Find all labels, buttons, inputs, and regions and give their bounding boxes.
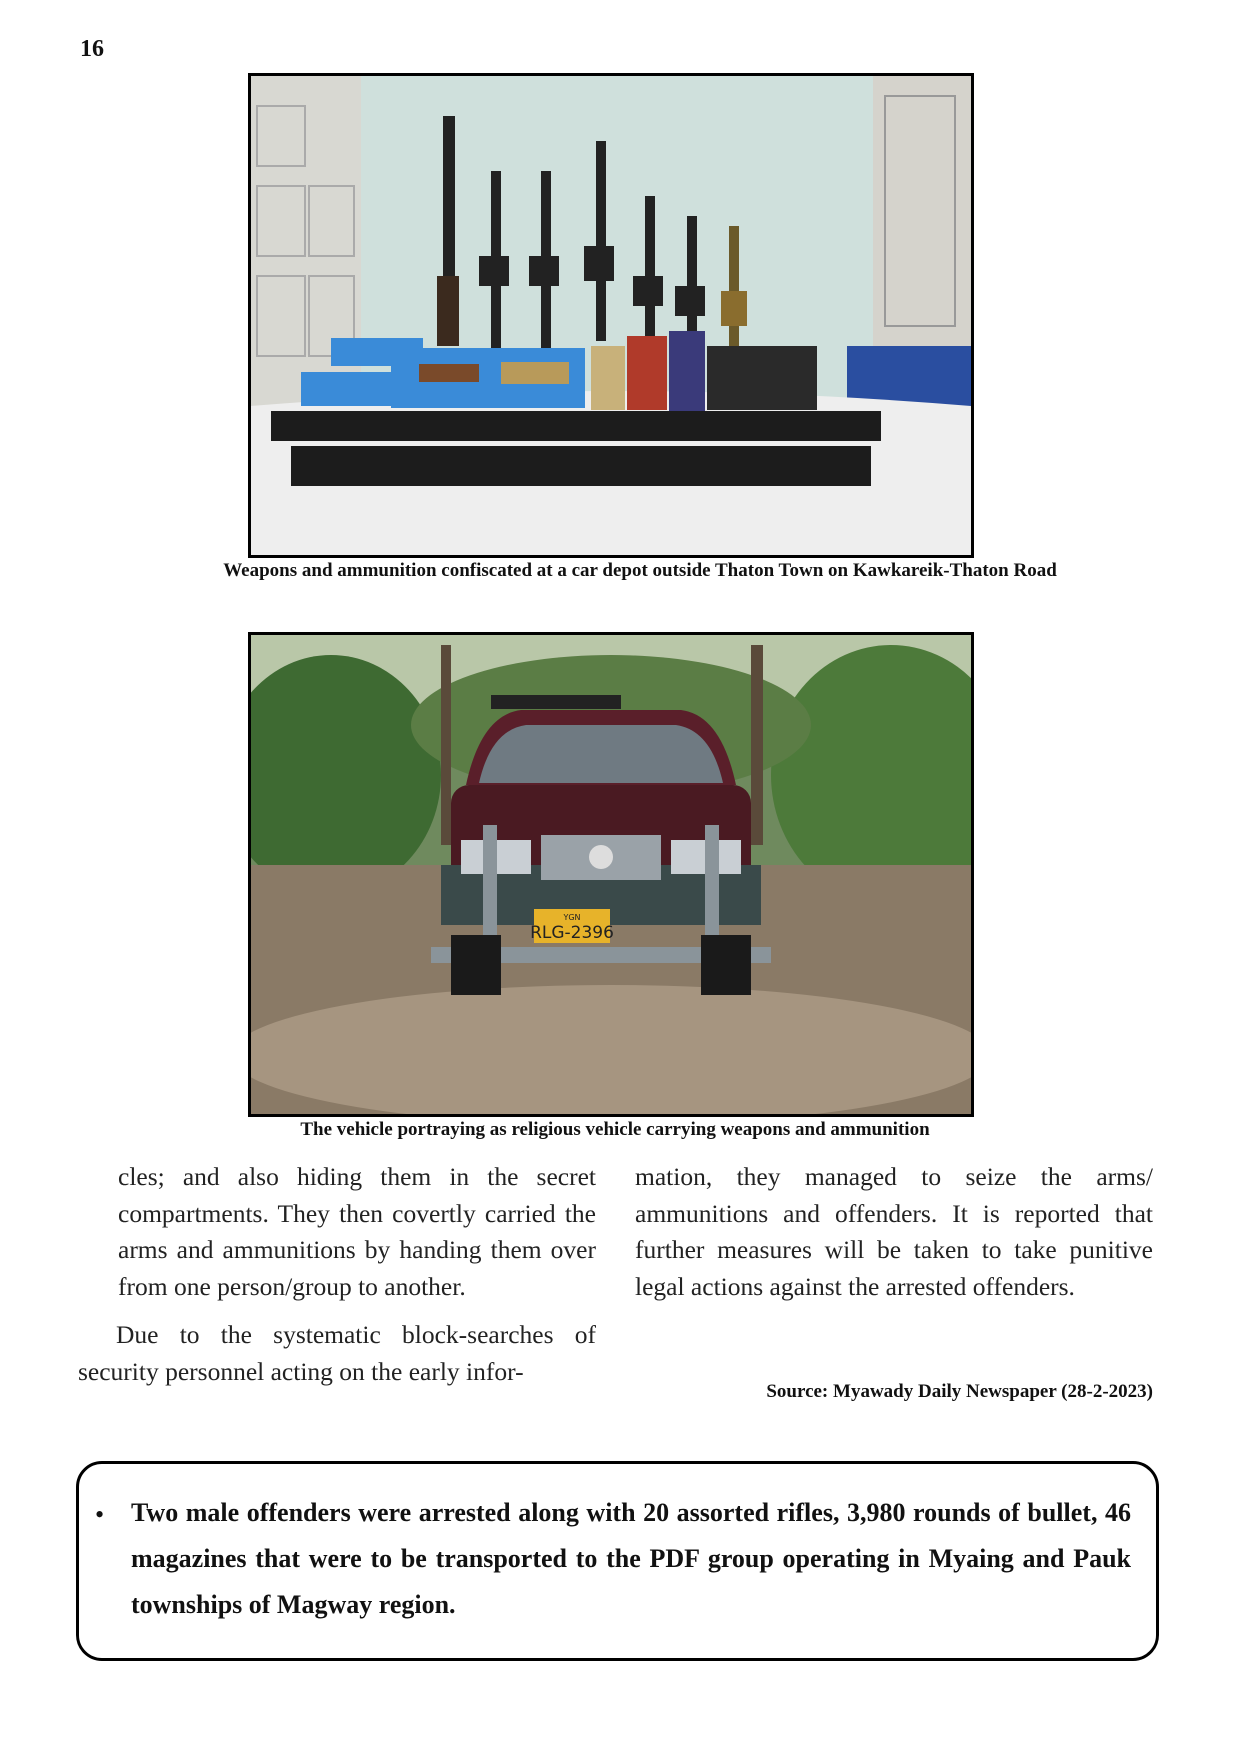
paragraph: cles; and also hiding them in the secret compartments. They then covertly carried the arms and ammunitions by handing them over from one person/group to another.: [118, 1162, 596, 1301]
page-number: 16: [80, 36, 104, 62]
article-column-right: [635, 1159, 1153, 1305]
highlight-text: Two male offenders were arrested along with 20 assorted rifles, 3,980 rounds of bullet, 46 magazines that were to be transported to the PDF group operating in Myaing and Pauk townships of Magway region.: [131, 1498, 1131, 1619]
plate-number: RLG-2396: [530, 923, 614, 943]
weapons-photo: [248, 73, 974, 558]
figure-caption: Weapons and ammunition confiscated at a car depot outside Thaton Town on Kawkareik-Thaton Road: [223, 560, 1057, 581]
bullet-icon: •: [95, 1500, 105, 1529]
figure-caption: The vehicle portraying as religious vehicle carrying weapons and ammunition: [300, 1119, 930, 1140]
vehicle-photo: [248, 632, 974, 1117]
plate-region: YGN: [563, 913, 581, 922]
highlight-box: [76, 1461, 1159, 1661]
paragraph: mation, they managed to seize the arms/ ammunitions and offenders. It is reported that further measures will be taken to take punitive legal actions against the arrested offenders.: [635, 1162, 1153, 1301]
paragraph: Due to the systematic block-searches of security personnel acting on the early infor-: [78, 1320, 596, 1386]
source-citation: Source: Myawady Daily Newspaper (28-2-2023): [766, 1381, 1153, 1402]
article-column-left: [78, 1159, 596, 1390]
